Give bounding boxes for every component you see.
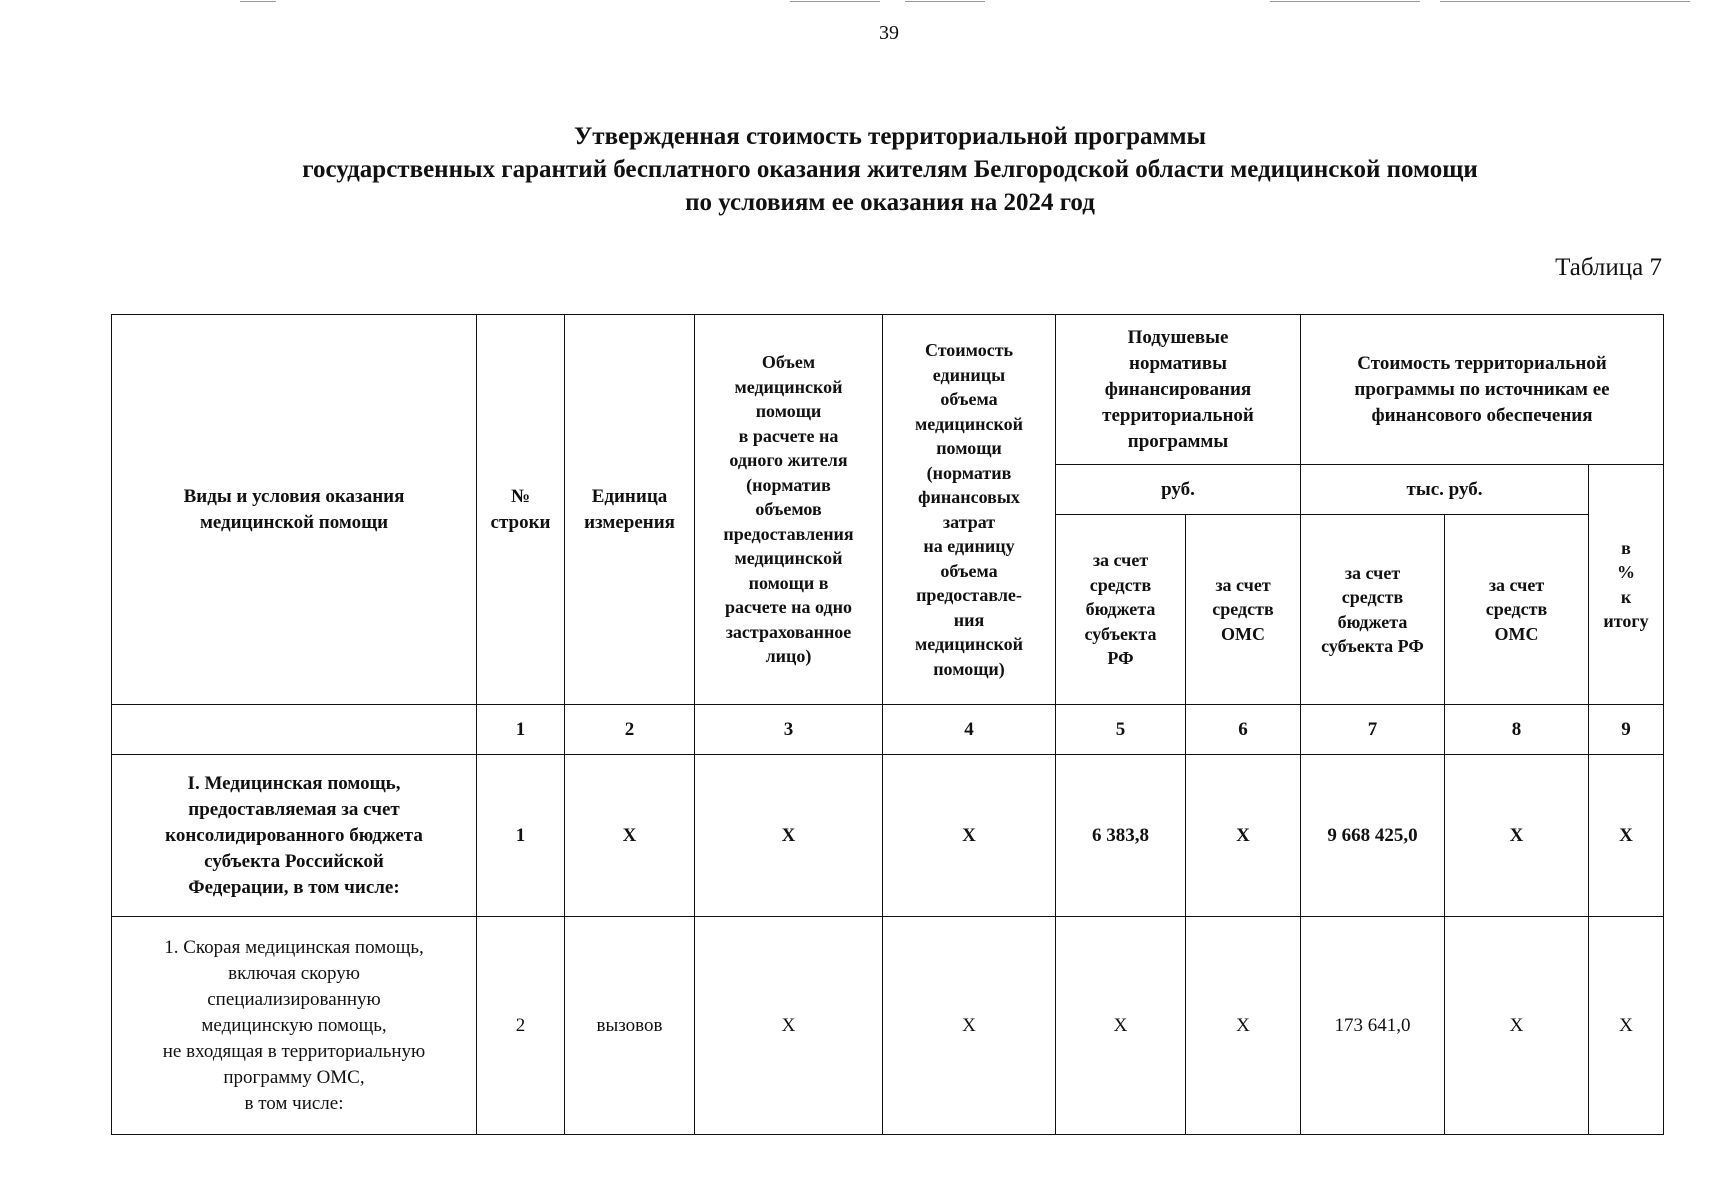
row-per-capita-oms: X: [1186, 917, 1301, 1135]
column-number: 7: [1301, 705, 1445, 755]
row-cost-unit: X: [883, 917, 1056, 1135]
header-unit: Единица измерения: [565, 315, 695, 705]
column-number: 9: [1589, 705, 1664, 755]
header-volume: Объем медицинской помощи в расчете на одного жителя (норматив объемов предоставления медицинской помощи в расчете на одно застрахованное лицо): [695, 315, 883, 705]
header-per-capita-group: Подушевые нормативы финансирования территориальной программы: [1056, 315, 1301, 465]
header-budget-rf: за счет средств бюджета субъекта РФ: [1056, 515, 1186, 705]
header-total-group: Стоимость территориальной программы по источникам ее финансового обеспечения: [1301, 315, 1664, 465]
header-rub: руб.: [1056, 465, 1301, 515]
column-number: 4: [883, 705, 1056, 755]
row-total-oms: X: [1445, 917, 1589, 1135]
title-line: Утвержденная стоимость территориальной программы: [573, 123, 1207, 150]
program-cost-table: [111, 314, 1664, 1135]
scan-edge-line: [905, 1, 985, 2]
page-number: 39: [879, 22, 899, 44]
title-line: по условиям ее оказания на 2024 год: [685, 189, 1095, 216]
row-unit: X: [565, 755, 695, 917]
row-number: 2: [477, 917, 565, 1135]
row-per-capita-budget: X: [1056, 917, 1186, 1135]
table-row: [112, 917, 1664, 1135]
header-budget-rf-total: за счет средств бюджета субъекта РФ: [1301, 515, 1445, 705]
row-volume: X: [695, 755, 883, 917]
row-number: 1: [477, 755, 565, 917]
scan-edge-line: [1270, 1, 1420, 2]
row-unit: вызовов: [565, 917, 695, 1135]
row-cost-unit: X: [883, 755, 1056, 917]
column-number: 2: [565, 705, 695, 755]
table-label: Таблица 7: [1555, 254, 1662, 281]
column-number: 3: [695, 705, 883, 755]
row-total-budget: 9 668 425,0: [1301, 755, 1445, 917]
header-oms: за счет средств ОМС: [1186, 515, 1301, 705]
column-number-row: [112, 705, 1664, 755]
row-total-oms: X: [1445, 755, 1589, 917]
row-per-capita-budget: 6 383,8: [1056, 755, 1186, 917]
column-number-empty: [112, 705, 477, 755]
row-name: 1. Скорая медицинская помощь, включая скорую специализированную медицинскую помощь, не входящая в территориальную программу ОМС, в том числе:: [112, 917, 477, 1135]
row-per-capita-oms: X: [1186, 755, 1301, 917]
document-title: [170, 120, 1610, 219]
row-percent: X: [1589, 755, 1664, 917]
scan-edge-line: [790, 1, 880, 2]
column-number: 8: [1445, 705, 1589, 755]
column-number: 1: [477, 705, 565, 755]
row-name: I. Медицинская помощь, предоставляемая за счет консолидированного бюджета субъекта Российской Федерации, в том числе:: [112, 755, 477, 917]
table-row: [112, 755, 1664, 917]
header-cost-unit: Стоимость единицы объема медицинской помощи (норматив финансовых затрат на единицу объема предоставле- ния медицинской помощи): [883, 315, 1056, 705]
header-oms-total: за счет средств ОМС: [1445, 515, 1589, 705]
column-number: 5: [1056, 705, 1186, 755]
row-total-budget: 173 641,0: [1301, 917, 1445, 1135]
scan-edge-line: [240, 1, 276, 2]
header-row-no: № строки: [477, 315, 565, 705]
row-volume: X: [695, 917, 883, 1135]
column-number: 6: [1186, 705, 1301, 755]
scan-edge-line: [1440, 1, 1690, 2]
header-percent: в % к итогу: [1589, 465, 1664, 705]
header-thousand-rub: тыс. руб.: [1301, 465, 1589, 515]
row-percent: X: [1589, 917, 1664, 1135]
title-line: государственных гарантий бесплатного оказания жителям Белгородской области медицинской помощи: [302, 156, 1478, 183]
header-kinds: Виды и условия оказания медицинской помощи: [112, 315, 477, 705]
